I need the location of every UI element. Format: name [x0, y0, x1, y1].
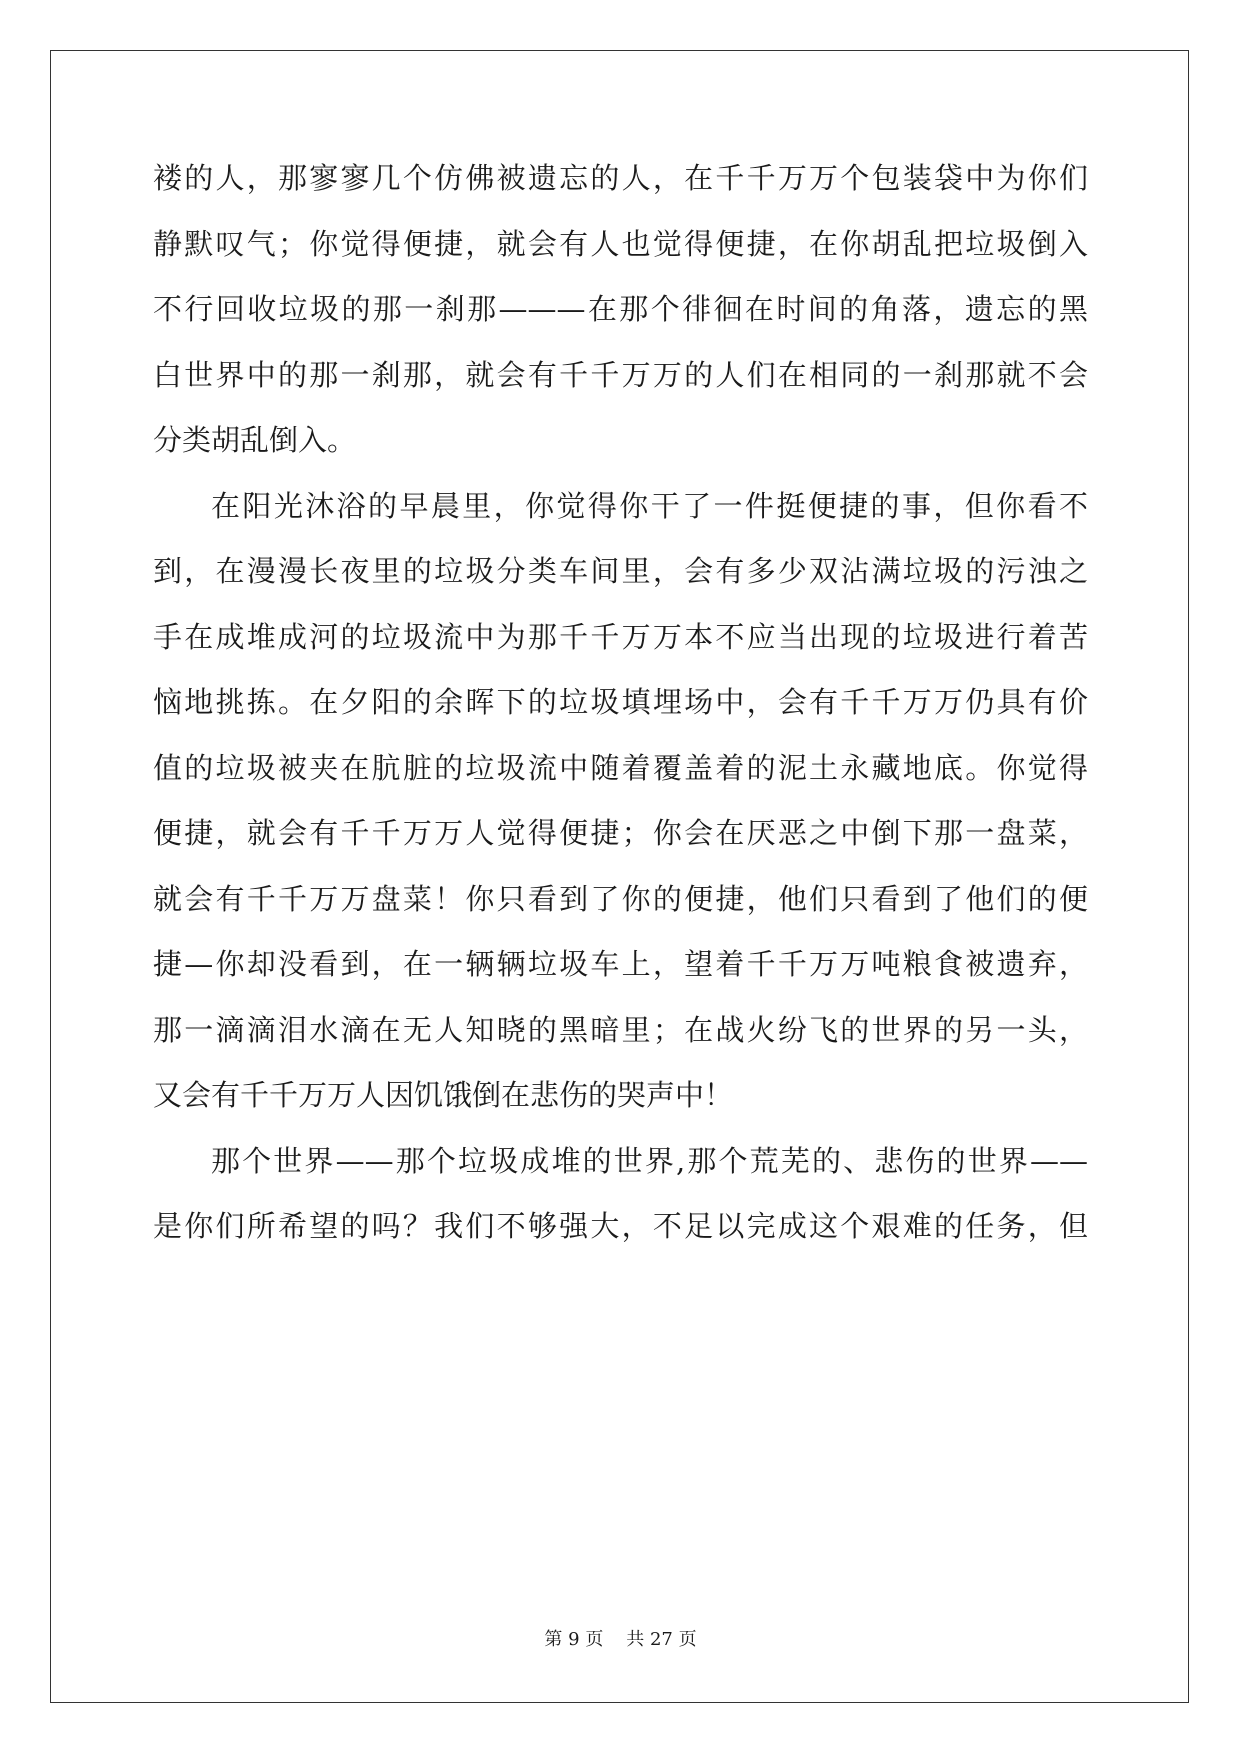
text-line: 白世界中的那一刹那，就会有千千万万的人们在相同的一刹那就不会 [153, 357, 1088, 392]
text-line: 手在成堆成河的垃圾流中为那千千万万本不应当出现的垃圾进行着苦 [153, 619, 1088, 654]
paragraph-first-line: 在阳光沐浴的早晨里，你觉得你干了一件挺便捷的事，但你看不 [211, 488, 1088, 523]
text-line: 静默叹气；你觉得便捷，就会有人也觉得便捷，在你胡乱把垃圾倒入 [153, 226, 1088, 261]
document-body [153, 160, 1088, 1274]
text-line: 到，在漫漫长夜里的垃圾分类车间里，会有多少双沾满垃圾的污浊之 [153, 554, 1088, 588]
text-line: 便捷，就会有千千万万人觉得便捷；你会在厌恶之中倒下那一盘菜， [153, 816, 1088, 850]
page-total: 共 27 页 [626, 1629, 697, 1650]
text-line: 那一滴滴泪水滴在无人知晓的黑暗里；在战火纷飞的世界的另一头， [153, 1012, 1088, 1047]
page-footer [0, 1628, 1241, 1652]
text-line: 是你们所希望的吗？我们不够强大，不足以完成这个艰难的任务，但 [153, 1209, 1088, 1243]
text-line: 褛的人，那寥寥几个仿佛被遗忘的人，在千千万万个包装袋中为你们 [153, 161, 1088, 195]
text-line: 捷—你却没看到，在一辆辆垃圾车上，望着千千万万吨粮食被遗弃， [153, 947, 1088, 981]
paragraph-first-line: 那个世界——那个垃圾成堆的世界,那个荒芜的、悲伤的世界—— [211, 1143, 1088, 1178]
text-line: 恼地挑拣。在夕阳的余晖下的垃圾填埋场中，会有千千万万仍具有价 [153, 685, 1088, 719]
text-line: 值的垃圾被夹在肮脏的垃圾流中随着覆盖着的泥土永藏地底。你觉得 [153, 750, 1088, 785]
text-line: 就会有千千万万盘菜！你只看到了你的便捷，他们只看到了他们的便 [153, 881, 1088, 916]
text-line: 又会有千千万万人因饥饿倒在悲伤的哭声中！ [153, 1078, 734, 1112]
text-line: 不行回收垃圾的那一刹那———在那个徘徊在时间的角落，遗忘的黑 [153, 292, 1088, 326]
page-number: 第 9 页 [544, 1629, 604, 1650]
text-line: 分类胡乱倒入。 [153, 423, 357, 457]
